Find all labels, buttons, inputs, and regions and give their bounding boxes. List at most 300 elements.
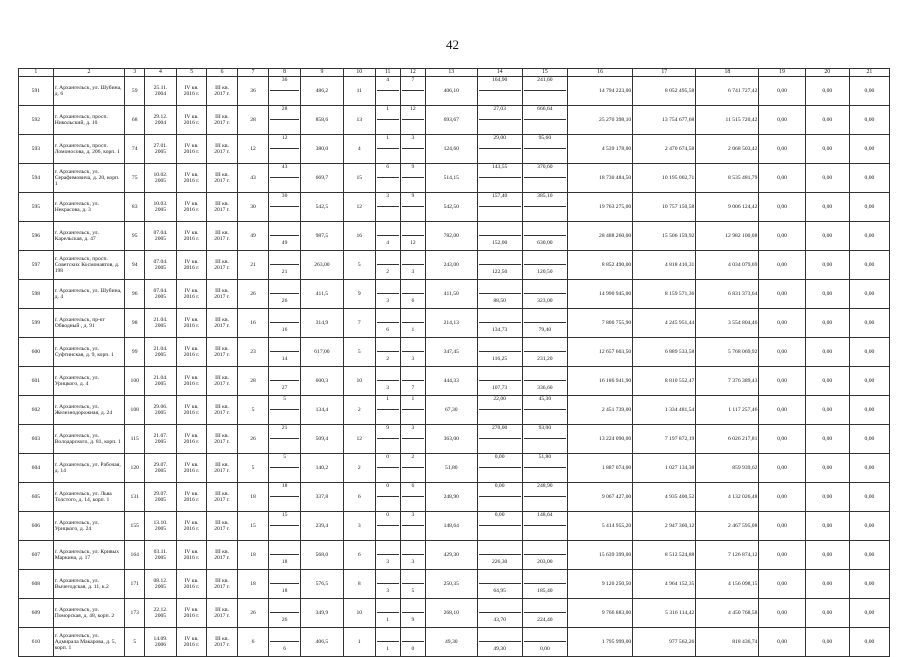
total-area-cell: 514,15 <box>426 164 478 193</box>
planned-end-cell: III кв. 2017 г. <box>207 425 238 454</box>
row-number: 609 <box>19 599 54 628</box>
resettled-cell-upper <box>270 599 299 613</box>
planned-start-cell: IV кв. 2016 г. <box>176 77 207 106</box>
count-b-cell-lower: 9 <box>411 616 415 623</box>
table-row <box>19 106 890 135</box>
count-b-cell-lower: 12 <box>410 239 416 246</box>
count-b-cell <box>400 251 425 280</box>
date-cell: 21.04. 2005 <box>145 338 177 367</box>
local-cost-cell: 0,00 <box>759 338 805 367</box>
document-number-cell: 94 <box>125 251 145 280</box>
resettled-cell-lower <box>270 410 299 424</box>
count-a-cell <box>375 193 400 222</box>
table-row <box>19 193 890 222</box>
count-b-cell-upper <box>402 541 424 555</box>
extra-cost-cell: 0,00 <box>805 570 849 599</box>
other-cost-cell: 0,00 <box>849 367 889 396</box>
count-b-cell-lower <box>402 439 424 453</box>
planned-start-cell: IV кв. 2016 г. <box>176 164 207 193</box>
count-a-cell-lower <box>377 410 399 424</box>
total-area-cell: 49,30 <box>426 628 478 657</box>
count-a-cell-lower: 1 <box>386 616 390 623</box>
area-b-cell <box>522 483 567 512</box>
count-a-cell-lower <box>377 468 399 482</box>
document-number-cell: 74 <box>125 135 145 164</box>
extra-cost-cell: 0,00 <box>805 628 849 657</box>
document-number-cell: 115 <box>125 425 145 454</box>
rooms-cell: 2 <box>343 454 375 483</box>
area-a-cell-upper <box>479 541 521 555</box>
area-b-cell-lower: 323,00 <box>537 297 553 304</box>
regional-cost-cell: 9 006 124,42 <box>696 193 759 222</box>
fund-cost-cell: 13 754 677,68 <box>633 106 696 135</box>
regional-cost-cell: 6 831 373,64 <box>696 280 759 309</box>
fund-cost-cell: 2 947 360,12 <box>633 512 696 541</box>
resettled-cell <box>269 396 301 425</box>
resettled-cell <box>269 135 301 164</box>
count-a-cell-upper <box>377 280 399 294</box>
local-cost-cell: 0,00 <box>759 483 805 512</box>
count-a-cell-lower <box>377 497 399 511</box>
extra-cost-cell: 0,00 <box>805 483 849 512</box>
residents-cell: 16 <box>237 309 269 338</box>
count-a-cell-lower: 3 <box>386 558 390 565</box>
count-a-cell-lower <box>377 149 399 163</box>
count-b-cell-upper <box>402 338 424 352</box>
count-b-cell <box>400 135 425 164</box>
count-b-cell <box>400 628 425 657</box>
row-number: 595 <box>19 193 54 222</box>
table-row <box>19 454 890 483</box>
area-a-cell-upper <box>479 309 521 323</box>
resettled-cell-lower: 14 <box>281 355 288 362</box>
count-a-cell <box>375 222 400 251</box>
column-number-14: 14 <box>477 69 522 77</box>
planned-end-cell: III кв. 2017 г. <box>207 483 238 512</box>
count-a-cell <box>375 628 400 657</box>
local-cost-cell: 0,00 <box>759 425 805 454</box>
resettled-cell <box>269 77 301 106</box>
row-number: 606 <box>19 512 54 541</box>
count-a-cell <box>375 251 400 280</box>
count-b-cell <box>400 367 425 396</box>
address-cell: г. Архангельск, ул. Урицкого, д. 4 <box>53 367 125 396</box>
count-a-cell <box>375 541 400 570</box>
area-cell: 486,2 <box>300 77 343 106</box>
local-cost-cell: 0,00 <box>759 454 805 483</box>
area-a-cell <box>477 193 522 222</box>
total-cost-cell: 19 763 275,00 <box>567 193 632 222</box>
count-a-cell-upper: 3 <box>377 193 399 207</box>
count-b-cell <box>400 164 425 193</box>
date-cell: 25.11. 2004 <box>145 77 177 106</box>
other-cost-cell: 0,00 <box>849 309 889 338</box>
count-a-cell <box>375 367 400 396</box>
area-cell: 600,3 <box>300 367 343 396</box>
address-cell: г. Архангельск, ул. Некрасова, д. 3 <box>53 193 125 222</box>
resettled-cell <box>269 599 301 628</box>
other-cost-cell: 0,00 <box>849 599 889 628</box>
count-a-cell <box>375 454 400 483</box>
other-cost-cell: 0,00 <box>849 135 889 164</box>
area-a-cell-lower <box>479 178 521 192</box>
document-number-cell: 68 <box>125 106 145 135</box>
area-a-cell <box>477 367 522 396</box>
planned-end-cell: III кв. 2017 г. <box>207 367 238 396</box>
area-b-cell-lower: 0,00 <box>539 645 550 652</box>
date-cell: 07.04. 2005 <box>145 251 177 280</box>
column-number-18: 18 <box>696 69 759 77</box>
count-b-cell <box>400 309 425 338</box>
planned-start-cell: IV кв. 2016 г. <box>176 599 207 628</box>
resettled-cell-upper: 5 <box>270 396 299 410</box>
count-a-cell-lower: 2 <box>386 268 390 275</box>
count-b-cell-upper: 2 <box>402 454 424 468</box>
other-cost-cell: 0,00 <box>849 338 889 367</box>
planned-end-cell: III кв. 2017 г. <box>207 106 238 135</box>
resettled-cell-upper: 18 <box>270 483 299 497</box>
area-a-cell-lower: 49,30 <box>493 645 506 652</box>
rooms-cell: 15 <box>343 164 375 193</box>
residents-cell: 15 <box>237 512 269 541</box>
count-b-cell <box>400 599 425 628</box>
area-a-cell-upper <box>479 338 521 352</box>
planned-start-cell: IV кв. 2016 г. <box>176 135 207 164</box>
regional-cost-cell: 5 768 069,92 <box>696 338 759 367</box>
planned-end-cell: III кв. 2017 г. <box>207 251 238 280</box>
count-b-cell-upper: 6 <box>402 483 424 497</box>
local-cost-cell: 0,00 <box>759 541 805 570</box>
document-number-cell: 95 <box>125 222 145 251</box>
document-number-cell: 171 <box>125 570 145 599</box>
other-cost-cell: 0,00 <box>849 396 889 425</box>
resettled-cell-lower: 18 <box>281 558 288 565</box>
planned-end-cell: III кв. 2017 г. <box>207 541 238 570</box>
row-number: 601 <box>19 367 54 396</box>
fund-cost-cell: 10 195 002,71 <box>633 164 696 193</box>
area-a-cell-upper <box>479 222 521 236</box>
row-number: 592 <box>19 106 54 135</box>
fund-cost-cell: 15 506 159,92 <box>633 222 696 251</box>
total-area-cell: 243,00 <box>426 251 478 280</box>
area-a-cell <box>477 106 522 135</box>
other-cost-cell: 0,00 <box>849 106 889 135</box>
rooms-cell: 13 <box>343 106 375 135</box>
table-row <box>19 222 890 251</box>
column-number-11: 11 <box>375 69 400 77</box>
count-a-cell <box>375 396 400 425</box>
other-cost-cell: 0,00 <box>849 222 889 251</box>
rooms-cell: 4 <box>343 135 375 164</box>
count-b-cell-lower: 5 <box>411 587 415 594</box>
count-a-cell <box>375 338 400 367</box>
count-a-cell-upper <box>377 599 399 613</box>
document-number-cell: 99 <box>125 338 145 367</box>
area-b-cell-upper: 666,64 <box>524 106 566 120</box>
resettled-cell-upper <box>270 251 299 265</box>
resettled-cell-lower <box>270 497 299 511</box>
area-b-cell-lower <box>524 410 566 424</box>
count-a-cell-upper <box>377 251 399 265</box>
area-a-cell <box>477 135 522 164</box>
count-b-cell-lower <box>402 526 424 540</box>
area-b-cell-upper <box>524 222 566 236</box>
resettled-cell-upper: 21 <box>270 425 299 439</box>
resettled-cell <box>269 280 301 309</box>
count-a-cell-upper: 1 <box>377 106 399 120</box>
area-b-cell-lower <box>524 91 566 105</box>
area-b-cell-lower <box>524 120 566 134</box>
area-b-cell <box>522 280 567 309</box>
area-a-cell-upper: 157,40 <box>479 193 521 207</box>
area-b-cell-upper <box>524 338 566 352</box>
area-cell: 406,5 <box>300 628 343 657</box>
count-a-cell-lower: 4 <box>386 239 390 246</box>
document-number-cell: 59 <box>125 77 145 106</box>
area-a-cell-upper: 22,00 <box>479 396 521 410</box>
local-cost-cell: 0,00 <box>759 367 805 396</box>
area-a-cell <box>477 541 522 570</box>
area-b-cell-upper: 385,10 <box>524 193 566 207</box>
extra-cost-cell: 0,00 <box>805 309 849 338</box>
resettled-cell-upper <box>270 570 299 584</box>
resettled-cell-upper: 12 <box>270 135 299 149</box>
count-a-cell-upper: 4 <box>377 77 399 91</box>
extra-cost-cell: 0,00 <box>805 512 849 541</box>
area-cell: 349,9 <box>300 599 343 628</box>
area-a-cell <box>477 570 522 599</box>
local-cost-cell: 0,00 <box>759 222 805 251</box>
area-a-cell-upper: 0,00 <box>479 483 521 497</box>
area-a-cell-lower: 64,95 <box>493 587 506 594</box>
extra-cost-cell: 0,00 <box>805 106 849 135</box>
count-b-cell-lower: 7 <box>411 384 415 391</box>
count-b-cell-upper <box>402 280 424 294</box>
count-b-cell-lower <box>402 468 424 482</box>
area-cell: 987,5 <box>300 222 343 251</box>
local-cost-cell: 0,00 <box>759 280 805 309</box>
total-area-cell: 124,60 <box>426 135 478 164</box>
table-row <box>19 512 890 541</box>
count-a-cell-upper <box>377 338 399 352</box>
regional-cost-cell: 6 026 217,81 <box>696 425 759 454</box>
column-number-15: 15 <box>522 69 567 77</box>
count-a-cell <box>375 599 400 628</box>
extra-cost-cell: 0,00 <box>805 222 849 251</box>
residents-cell: 49 <box>237 222 269 251</box>
other-cost-cell: 0,00 <box>849 512 889 541</box>
residents-cell: 43 <box>237 164 269 193</box>
total-area-cell: 248,90 <box>426 483 478 512</box>
count-b-cell-upper: 3 <box>402 512 424 526</box>
planned-end-cell: III кв. 2017 г. <box>207 77 238 106</box>
other-cost-cell: 0,00 <box>849 425 889 454</box>
regional-cost-cell: 1 117 257,46 <box>696 396 759 425</box>
address-cell: г. Архангельск, ул. Серафимовича, д. 20, корп. 1 <box>53 164 125 193</box>
column-number-20: 20 <box>805 69 849 77</box>
rooms-cell: 7 <box>343 309 375 338</box>
area-a-cell-lower <box>479 410 521 424</box>
total-cost-cell: 16 186 941,90 <box>567 367 632 396</box>
count-a-cell-upper <box>377 309 399 323</box>
area-cell: 617,00 <box>300 338 343 367</box>
row-number: 607 <box>19 541 54 570</box>
count-b-cell <box>400 454 425 483</box>
count-b-cell-lower <box>402 91 424 105</box>
total-area-cell: 363,00 <box>426 425 478 454</box>
count-a-cell-lower: 3 <box>386 297 390 304</box>
total-cost-cell: 14 990 945,00 <box>567 280 632 309</box>
column-number-2: 2 <box>53 69 125 77</box>
area-b-cell-lower <box>524 497 566 511</box>
area-a-cell-upper <box>479 280 521 294</box>
other-cost-cell: 0,00 <box>849 280 889 309</box>
area-b-cell-lower: 231,20 <box>537 355 553 362</box>
regional-cost-cell: 2 467 595,08 <box>696 512 759 541</box>
resettled-cell-lower <box>270 120 299 134</box>
area-a-cell-upper: 164,90 <box>479 77 521 91</box>
count-b-cell <box>400 280 425 309</box>
residents-cell: 18 <box>237 541 269 570</box>
row-number: 598 <box>19 280 54 309</box>
table-row <box>19 309 890 338</box>
area-b-cell-upper <box>524 280 566 294</box>
count-b-cell-lower <box>402 410 424 424</box>
extra-cost-cell: 0,00 <box>805 454 849 483</box>
count-b-cell-upper: 1 <box>402 396 424 410</box>
area-a-cell-lower <box>479 120 521 134</box>
rooms-cell: 11 <box>343 77 375 106</box>
area-b-cell-lower: 203,00 <box>537 558 553 565</box>
area-b-cell-lower: 224,40 <box>537 616 553 623</box>
planned-end-cell: III кв. 2017 г. <box>207 570 238 599</box>
resettled-cell <box>269 454 301 483</box>
resettled-cell-upper: 5 <box>270 454 299 468</box>
planned-start-cell: IV кв. 2016 г. <box>176 106 207 135</box>
residents-cell: 6 <box>237 628 269 657</box>
local-cost-cell: 0,00 <box>759 396 805 425</box>
count-b-cell-upper: 7 <box>402 77 424 91</box>
local-cost-cell: 0,00 <box>759 599 805 628</box>
count-b-cell <box>400 541 425 570</box>
area-a-cell-lower <box>479 497 521 511</box>
area-a-cell <box>477 512 522 541</box>
area-b-cell-upper <box>524 309 566 323</box>
planned-start-cell: IV кв. 2016 г. <box>176 570 207 599</box>
count-b-cell-lower <box>402 207 424 221</box>
area-b-cell <box>522 454 567 483</box>
resettled-cell-upper <box>270 309 299 323</box>
resettled-cell-lower: 26 <box>281 297 288 304</box>
residents-cell: 18 <box>237 483 269 512</box>
count-b-cell-upper <box>402 309 424 323</box>
area-b-cell <box>522 251 567 280</box>
area-a-cell-lower: 43,70 <box>493 616 506 623</box>
address-cell: г. Архангельск, просп. Ломоносова, д. 206, корп. 1 <box>53 135 125 164</box>
resettled-cell <box>269 222 301 251</box>
address-cell: г. Архангельск, ул. Суфтинская, д. 9, корп. 1 <box>53 338 125 367</box>
area-a-cell-lower: 88,50 <box>493 297 506 304</box>
other-cost-cell: 0,00 <box>849 454 889 483</box>
address-cell: г. Архангельск, ул. Володарского, д. 81, корп. 1 <box>53 425 125 454</box>
extra-cost-cell: 0,00 <box>805 135 849 164</box>
table-row <box>19 483 890 512</box>
area-a-cell-upper <box>479 251 521 265</box>
document-number-cell: 5 <box>125 628 145 657</box>
address-cell: г. Архангельск, ул. Рабочая, д. 14 <box>53 454 125 483</box>
area-b-cell <box>522 628 567 657</box>
resettled-cell-upper: 30 <box>270 193 299 207</box>
document-number-cell: 120 <box>125 454 145 483</box>
table-row <box>19 164 890 193</box>
count-a-cell-lower <box>377 207 399 221</box>
count-b-cell-lower <box>402 120 424 134</box>
fund-cost-cell: 5 316 114,42 <box>633 599 696 628</box>
total-area-cell: 406,10 <box>426 77 478 106</box>
regional-cost-cell: 7 126 874,12 <box>696 541 759 570</box>
extra-cost-cell: 0,00 <box>805 599 849 628</box>
resettled-cell-lower: 6 <box>283 645 286 652</box>
area-a-cell-upper <box>479 570 521 584</box>
area-a-cell <box>477 425 522 454</box>
total-area-cell: 444,33 <box>426 367 478 396</box>
fund-cost-cell: 4 245 951,44 <box>633 309 696 338</box>
total-area-cell: 429,30 <box>426 541 478 570</box>
table-body <box>19 77 890 657</box>
area-a-cell-upper: 0,00 <box>479 454 521 468</box>
count-b-cell-upper <box>402 367 424 381</box>
extra-cost-cell: 0,00 <box>805 164 849 193</box>
total-cost-cell: 5 414 955,20 <box>567 512 632 541</box>
row-number: 593 <box>19 135 54 164</box>
area-cell: 509,4 <box>300 425 343 454</box>
area-a-cell <box>477 628 522 657</box>
fund-cost-cell: 10 757 150,58 <box>633 193 696 222</box>
area-a-cell <box>477 599 522 628</box>
resettled-cell-lower: 21 <box>281 268 288 275</box>
total-area-cell: 542,50 <box>426 193 478 222</box>
count-b-cell-upper <box>402 251 424 265</box>
total-cost-cell: 9 067 427,00 <box>567 483 632 512</box>
rooms-cell: 6 <box>343 541 375 570</box>
count-a-cell <box>375 135 400 164</box>
fund-cost-cell: 4 964 152,35 <box>633 570 696 599</box>
resettled-cell <box>269 367 301 396</box>
count-b-cell <box>400 338 425 367</box>
count-a-cell-lower <box>377 526 399 540</box>
other-cost-cell: 0,00 <box>849 251 889 280</box>
document-number-cell: 98 <box>125 309 145 338</box>
column-number-6: 6 <box>207 69 238 77</box>
area-b-cell-upper: 370,60 <box>524 164 566 178</box>
resettled-cell-upper: 36 <box>270 77 299 91</box>
total-cost-cell: 12 657 603,50 <box>567 338 632 367</box>
count-a-cell-upper: 6 <box>377 164 399 178</box>
area-cell: 337,8 <box>300 483 343 512</box>
local-cost-cell: 0,00 <box>759 512 805 541</box>
count-a-cell <box>375 106 400 135</box>
planned-end-cell: III кв. 2017 г. <box>207 628 238 657</box>
total-cost-cell: 7 800 755,90 <box>567 309 632 338</box>
area-b-cell <box>522 77 567 106</box>
row-number: 600 <box>19 338 54 367</box>
area-b-cell <box>522 164 567 193</box>
total-area-cell: 268,10 <box>426 599 478 628</box>
rooms-cell: 6 <box>343 483 375 512</box>
regional-cost-cell: 11 515 720,42 <box>696 106 759 135</box>
planned-start-cell: IV кв. 2016 г. <box>176 396 207 425</box>
area-cell: 239,4 <box>300 512 343 541</box>
